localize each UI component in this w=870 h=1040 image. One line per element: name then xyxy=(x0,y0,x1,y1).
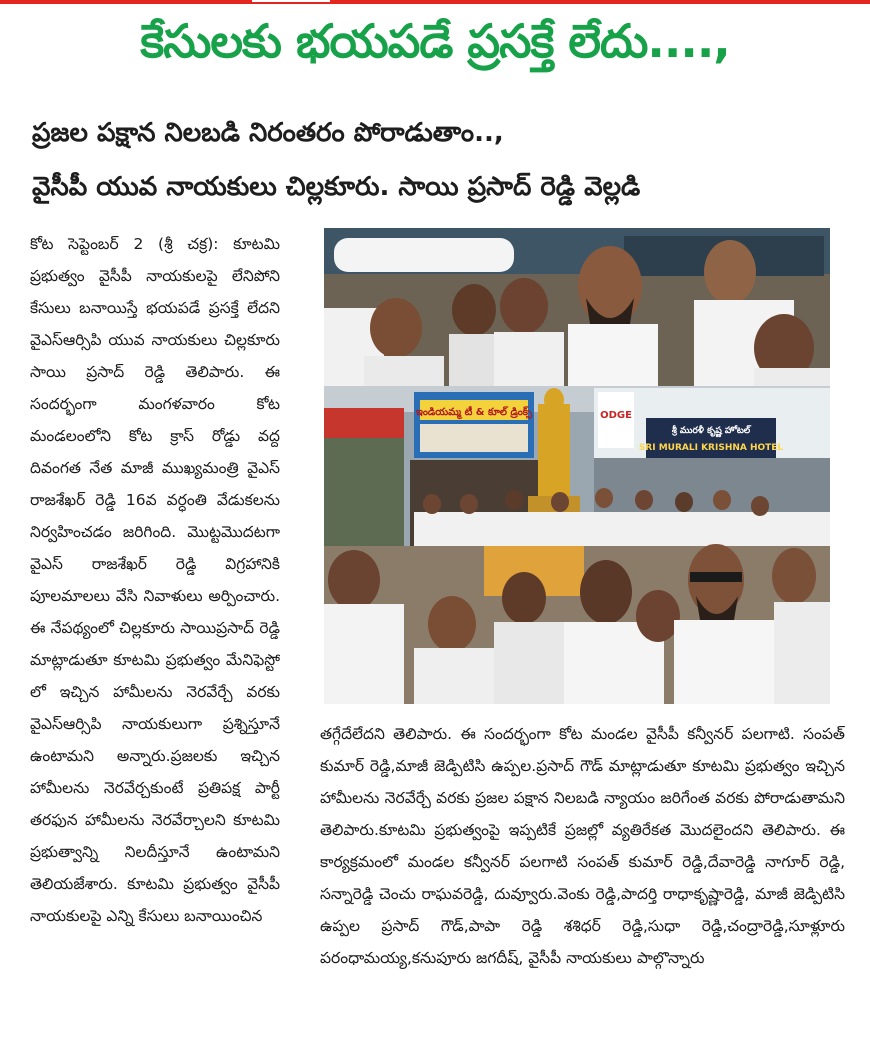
headline: కేసులకు భయపడే ప్రసక్తే లేదు...., xyxy=(140,14,730,68)
article-body-left-column: కోట సెప్టెంబర్ 2 (శ్రీ చక్ర): కూటమి ప్రభుత్వం వైసీపీ నాయకులపై లేనిపోని కేసులు బనాయిస్తే భయపడే ప్రసక్తే లేదని వైఎస్ఆర్సిపి యువ నాయకులు చిల్లకూరు సాయి ప్రసాద్ రెడ్డి తెలిపారు. ఈ సందర్భంగా మంగళవారం కోట మండలంలోని కోట క్రాస్ రోడ్డు వద్ద దివంగత నేత మాజీ ముఖ్యమంత్రి వైఎస్ రాజశేఖర్ రెడ్డి 16వ వర్ధంతి వేడుకలను నిర్వహించడం జరిగింది. మొట్టమొదటగా వైఎస్ రాజశేఖర్ రెడ్డి విగ్రహానికి పూలమాలలు వేసి నివాళులు అర్పించారు. ఈ నేపథ్యంలో చిల్లకూరు సాయిప్రసాద్ రెడ్డి మాట్లాడుతూ కూటమి ప్రభుత్వం మేనిఫెస్టో లో ఇచ్చిన హామీలను నెరవేర్చే వరకు వైఎస్ఆర్సిపి నాయకులుగా ప్రశ్నిస్తూనే ఉంటామని అన్నారు.ప్రజలకు ఇచ్చిన హామీలను నెరవేర్చకుంటే ప్రతిపక్ష పార్టీ తరఫున హామీలను నెరవేర్చాలని కూటమి ప్రభుత్వాన్ని నిలదీస్తూనే ఉంటామని తెలియజేశారు. కూటమి ప్రభుత్వం వైసీపీ నాయకులపై ఎన్ని కేసులు బనాయించిన xyxy=(30,235,280,925)
top-red-bar xyxy=(0,0,870,4)
photo-top-crowd xyxy=(324,228,830,386)
redacted-blur xyxy=(334,238,514,272)
shop-sign: ఇండియమ్మ టీ & కూల్ డ్రింక్స్ xyxy=(415,407,533,418)
top-bar-notch xyxy=(252,0,330,2)
news-photo-collage xyxy=(324,228,830,704)
subheadline-2: వైసీపీ యువ నాయకులు చిల్లకూరు. సాయి ప్రసాద్ రెడ్డి వెల్లడి xyxy=(32,172,641,202)
hotel-sign-english: SRI MURALI KRISHNA HOTEL xyxy=(638,443,784,453)
side-sign: ODGE xyxy=(600,410,632,421)
photo-bottom-group xyxy=(324,544,830,704)
photo-middle-street xyxy=(324,386,830,546)
article-body-bottom-column: తగ్గేదేలేదని తెలిపారు. ఈ సందర్భంగా కోట మండల వైసీపీ కన్వీనర్ పలగాటి. సంపత్ కుమార్ రెడ్డి,మాజీ జెడ్పిటిసి ఉప్పల.ప్రసాద్ గౌడ్ మాట్లాడుతూ కూటమి ప్రభుత్వం ఇచ్చిన హామీలను నెరవేర్చే వరకు ప్రజల పక్షాన నిలబడి న్యాయం జరిగేంత వరకు పోరాడుతామని తెలిపారు.కూటమి ప్రభుత్వంపై ఇప్పటికే ప్రజల్లో వ్యతిరేకత మొదలైందని తెలిపారు. ఈ కార్యక్రమంలో మండల కన్వీనర్ పలగాటి సంపత్ కుమార్ రెడ్డి,దేవారెడ్డి నాగూర్ రెడ్డి, సన్నారెడ్డి చెంచు రాఘవరెడ్డి, దువ్వూరు.వెంకు రెడ్డి,పాదర్తి రాధాకృష్ణారెడ్డి, మాజీ జెడ్పిటిసి ఉప్పల ప్రసాద్ గౌడ్,పాపా రెడ్డి శశిధర్ రెడ్డి,సుధా రెడ్డి,చంద్రారెడ్డి,సూళ్లూరు పరంధామయ్య,కనుపూరు జగదీష్, వైసీపీ నాయకులు పాల్గొన్నారు xyxy=(320,725,845,967)
subheadline-1: ప్రజల పక్షాన నిలబడి నిరంతరం పోరాడుతాం.., xyxy=(32,118,504,148)
hotel-sign-telugu: శ్రీ మురళీ కృష్ణ హోటల్ xyxy=(671,426,751,436)
